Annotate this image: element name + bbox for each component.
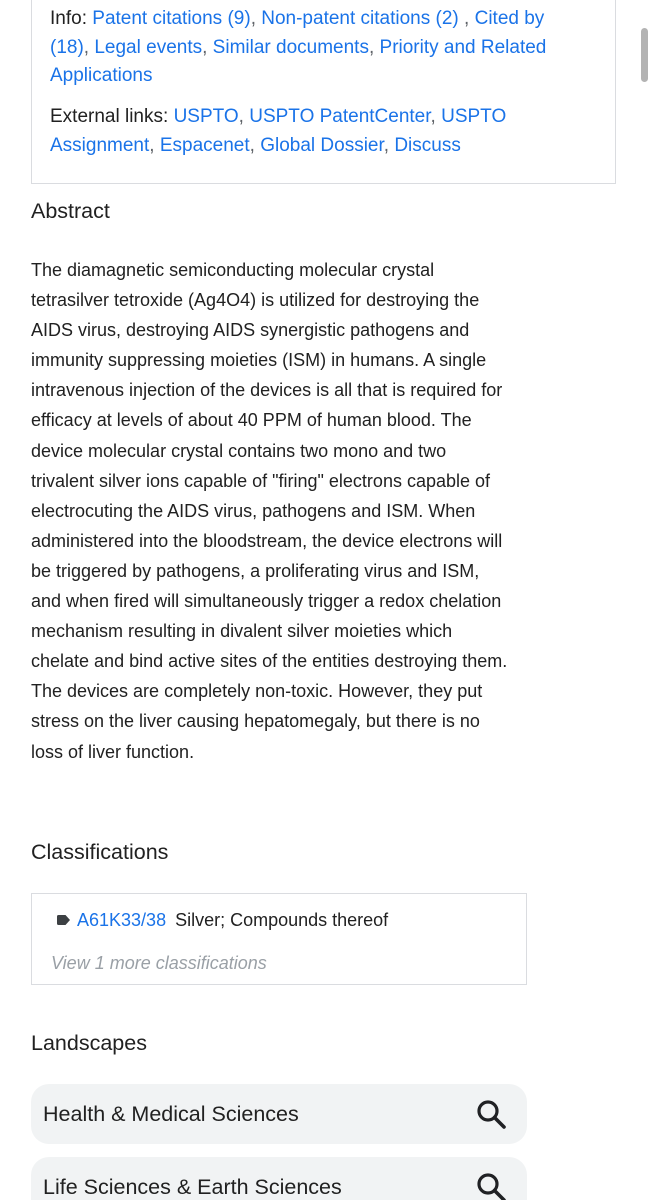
priority-applications-link[interactable]: Priority and Related Applications (50, 36, 547, 86)
patent-citations-link[interactable]: Patent citations (9) (92, 8, 251, 29)
classification-item (57, 908, 388, 932)
similar-documents-link[interactable]: Similar documents (212, 36, 369, 58)
legal-events-link[interactable]: Legal events (94, 36, 203, 58)
info-links-line: Info: Patent citations (9), Non-patent citations (2) , Cited by (18), Legal events, Similar documents, Priority and Related Applications (50, 8, 547, 86)
tag-icon (57, 915, 70, 925)
info-label: Info: (50, 8, 87, 29)
abstract-text: The diamagnetic semiconducting molecular crystal tetrasilver tetroxide (Ag4O4) is utilized for destroying the AIDS virus, destroying AIDS synergistic pathogens and immunity suppressing moieties (ISM) in humans. A single intravenous injection of the devices is all that is required for efficacy at levels of about 40 PPM of human blood. The device molecular crystal contains two mono and two trivalent silver ions capable of "firing" electrons capable of electrocuting the AIDS virus, pathogens and ISM. When administered into the bloodstream, the device electrons will be triggered by pathogens, a proliferating virus and ISM, and when fired will simultaneously trigger a redox chelation mechanism resulting in divalent silver moieties which chelate and bind active sites of the entities destroying them. The devices are completely non-toxic. However, they put stress on the liver causing hepatomegaly, but there is no loss of liver function. (31, 260, 508, 762)
search-icon[interactable] (475, 1098, 507, 1130)
espacenet-link[interactable]: Espacenet (159, 134, 250, 156)
info-links-box (31, 0, 616, 184)
abstract-heading: Abstract (31, 199, 110, 223)
discuss-link[interactable]: Discuss (394, 134, 461, 156)
uspto-patentcenter-link[interactable]: USPTO PatentCenter (249, 106, 431, 127)
non-patent-citations-link[interactable]: Non-patent citations (2) (261, 8, 459, 29)
uspto-assignment-link[interactable]: USPTO Assignment (50, 106, 507, 156)
classifications-box (31, 893, 527, 985)
scrollbar-thumb[interactable] (641, 28, 648, 82)
search-icon[interactable] (475, 1171, 507, 1200)
classification-description: Silver; Compounds thereof (175, 910, 389, 930)
classifications-heading: Classifications (31, 840, 169, 864)
landscapes-heading: Landscapes (31, 1031, 147, 1055)
landscape-label: Health & Medical Sciences (43, 1102, 299, 1126)
view-more-classifications-link[interactable]: View 1 more classifications (51, 953, 267, 973)
landscape-life-earth-sciences[interactable] (31, 1157, 527, 1200)
global-dossier-link[interactable]: Global Dossier (260, 134, 384, 156)
landscape-label: Life Sciences & Earth Sciences (43, 1175, 342, 1199)
classification-code-link[interactable]: A61K33/38 (77, 910, 167, 930)
cited-by-link[interactable]: Cited by (18) (50, 8, 545, 58)
landscape-health-medical[interactable] (31, 1084, 527, 1144)
external-links-label: External links: (50, 106, 169, 127)
uspto-link[interactable]: USPTO (173, 106, 239, 127)
external-links-line: External links: USPTO, USPTO PatentCenter, USPTO Assignment, Espacenet, Global Dossier, Discuss (50, 106, 507, 156)
